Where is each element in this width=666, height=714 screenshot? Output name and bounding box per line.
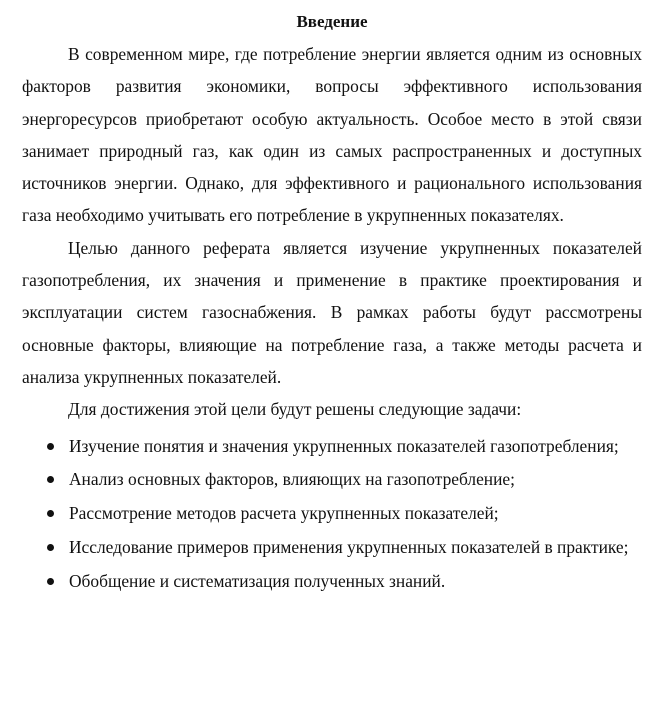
paragraph-intro: В современном мире, где потребление энергии является одним из основных факторов развития экономики, вопросы эффективного использования энергоресурсов приобретают особую актуальность. Особое место в этой связи занимает природный газ, как один из самых распространенных и доступных источников энергии. Однако, для эффективного и рационального использования газа необходимо учитывать его потребление в укрупненных показателях. — [22, 44, 642, 226]
bullet-icon — [47, 544, 54, 551]
list-item-text: Изучение понятия и значения укрупненных показателей газопотребления; — [69, 435, 619, 456]
page-title: Введение — [296, 12, 368, 31]
list-item-text: Обобщение и систематизация полученных знаний. — [69, 570, 446, 591]
list-item — [22, 531, 642, 563]
list-item — [22, 565, 642, 597]
task-list — [22, 430, 642, 597]
list-item — [22, 430, 642, 462]
list-item — [22, 497, 642, 529]
list-item — [22, 463, 642, 495]
bullet-icon — [47, 578, 54, 585]
bullet-icon — [47, 443, 54, 450]
list-item-text: Анализ основных факторов, влияющих на газопотребление; — [69, 469, 515, 490]
list-item-text: Рассмотрение методов расчета укрупненных показателей; — [69, 503, 499, 524]
paragraph-goal: Целью данного реферата является изучение укрупненных показателей газопотребления, их значения и применение в практике проектирования и эксплуатации систем газоснабжения. В рамках работы будут рассмотрены основные факторы, влияющие на потребление газа, а также методы расчета и анализа укрупненных показателей. — [22, 237, 642, 387]
bullet-icon — [47, 510, 54, 517]
tasks-intro: Для достижения этой цели будут решены следующие задачи: — [68, 399, 522, 420]
list-item-text: Исследование примеров применения укрупненных показателей в практике; — [69, 536, 629, 557]
bullet-icon — [47, 476, 54, 483]
